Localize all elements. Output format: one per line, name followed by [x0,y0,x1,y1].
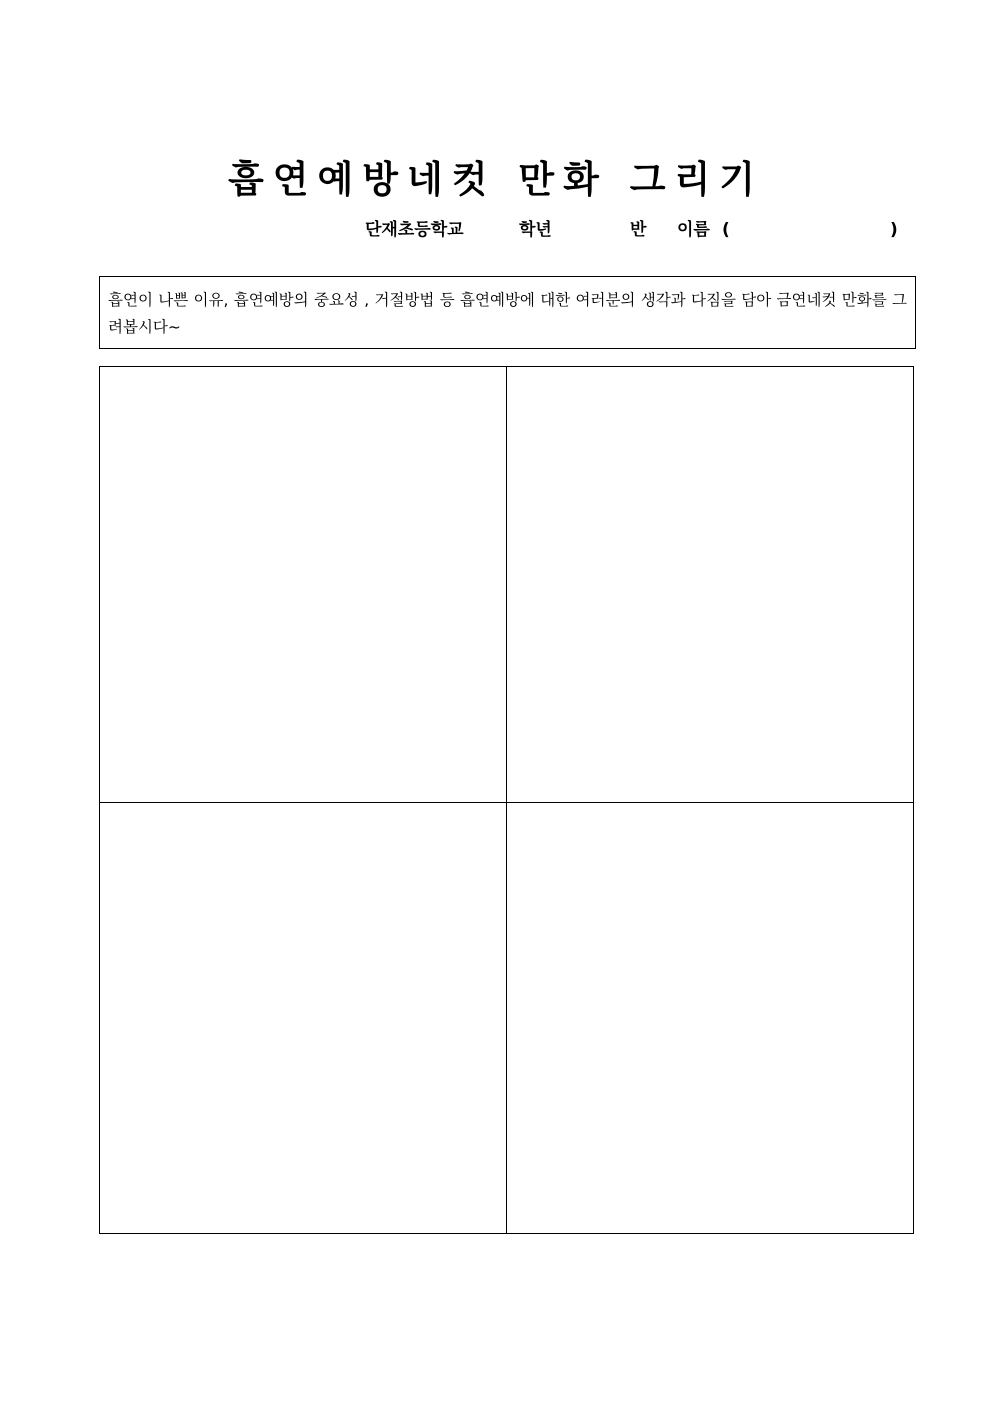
name-label: 이름 [677,220,710,240]
class-label: 반 [630,220,647,240]
comic-panel-2[interactable] [507,367,913,803]
comic-grid [99,366,914,1234]
name-close-paren: ) [890,220,898,240]
instruction-box: 흡연이 나쁜 이유, 흡연예방의 중요성 , 거절방법 등 흡연예방에 대한 여러분의 생각과 다짐을 담아 금연네컷 만화를 그려봅시다~ [99,276,916,349]
comic-panel-3[interactable] [100,803,507,1233]
school-name: 단재초등학교 [365,220,464,240]
comic-panel-4[interactable] [507,803,913,1233]
grade-label: 학년 [519,220,552,240]
page-title: 흡연예방네컷 만화 그리기 [228,158,764,201]
name-open-paren: ( [722,220,730,240]
comic-panel-1[interactable] [100,367,507,803]
